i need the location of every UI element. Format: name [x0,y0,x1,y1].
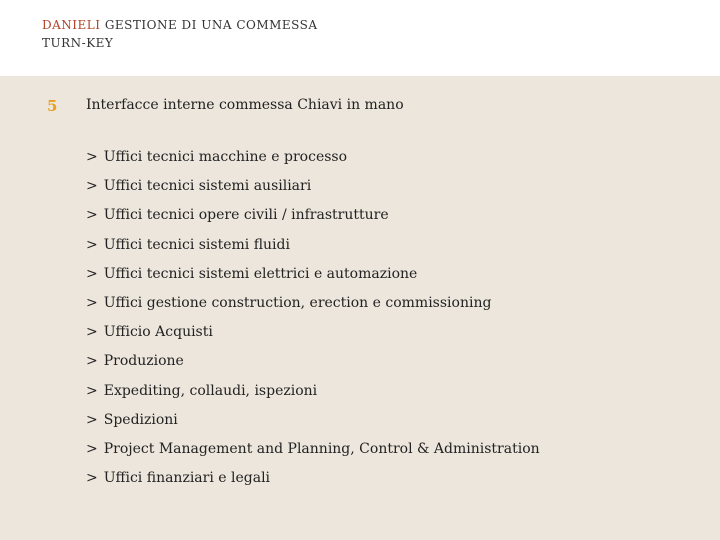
bullet-marker: > [86,236,98,253]
list-item [86,175,540,204]
list-item [86,467,540,496]
bullet-marker: > [86,294,98,311]
list-item [86,292,540,321]
list-item-text: Expediting, collaudi, ispezioni [103,382,318,399]
header-title: GESTIONE DI UNA COMMESSA [104,18,318,32]
bullet-marker: > [86,207,98,224]
list-item [86,438,540,467]
bullet-marker: > [86,470,98,487]
list-item-text: Produzione [103,353,184,370]
list-item [86,380,540,409]
bullet-marker: > [86,265,98,282]
list-item [86,234,540,263]
slide-content [0,76,720,540]
list-item [86,204,540,233]
list-item [86,350,540,379]
bullet-marker: > [86,353,98,370]
list-item [86,263,540,292]
list-item [86,321,540,350]
interface-list [86,146,540,496]
list-item-text: Spedizioni [103,411,178,428]
list-item-text: Uffici tecnici sistemi elettrici e automazione [103,265,418,282]
bullet-marker: > [86,324,98,341]
slide-header [0,0,720,76]
list-item-text: Ufficio Acquisti [103,324,213,341]
bullet-marker: > [86,411,98,428]
list-item-text: Uffici gestione construction, erection e commissioning [103,294,492,311]
section-title: Interfacce interne commessa Chiavi in mano [86,97,404,113]
list-item-text: Uffici finanziari e legali [103,470,271,487]
list-item-text: Uffici tecnici sistemi ausiliari [103,178,312,195]
list-item-text: Uffici tecnici macchine e processo [103,149,348,165]
list-item-text: Uffici tecnici opere civili / infrastrutture [103,207,389,224]
header-title-line [42,18,318,32]
bullet-marker: > [86,178,98,195]
bullet-marker: > [86,382,98,399]
list-item-text: Project Management and Planning, Control & Administration [103,440,540,457]
list-item [86,146,540,175]
brand-name: DANIELI [42,18,101,32]
header-subtitle: TURN-KEY [42,36,114,50]
list-item [86,409,540,438]
bullet-marker: > [86,440,98,457]
bullet-marker: > [86,149,98,165]
slide-number: 5 [47,97,58,115]
list-item-text: Uffici tecnici sistemi fluidi [103,236,290,253]
